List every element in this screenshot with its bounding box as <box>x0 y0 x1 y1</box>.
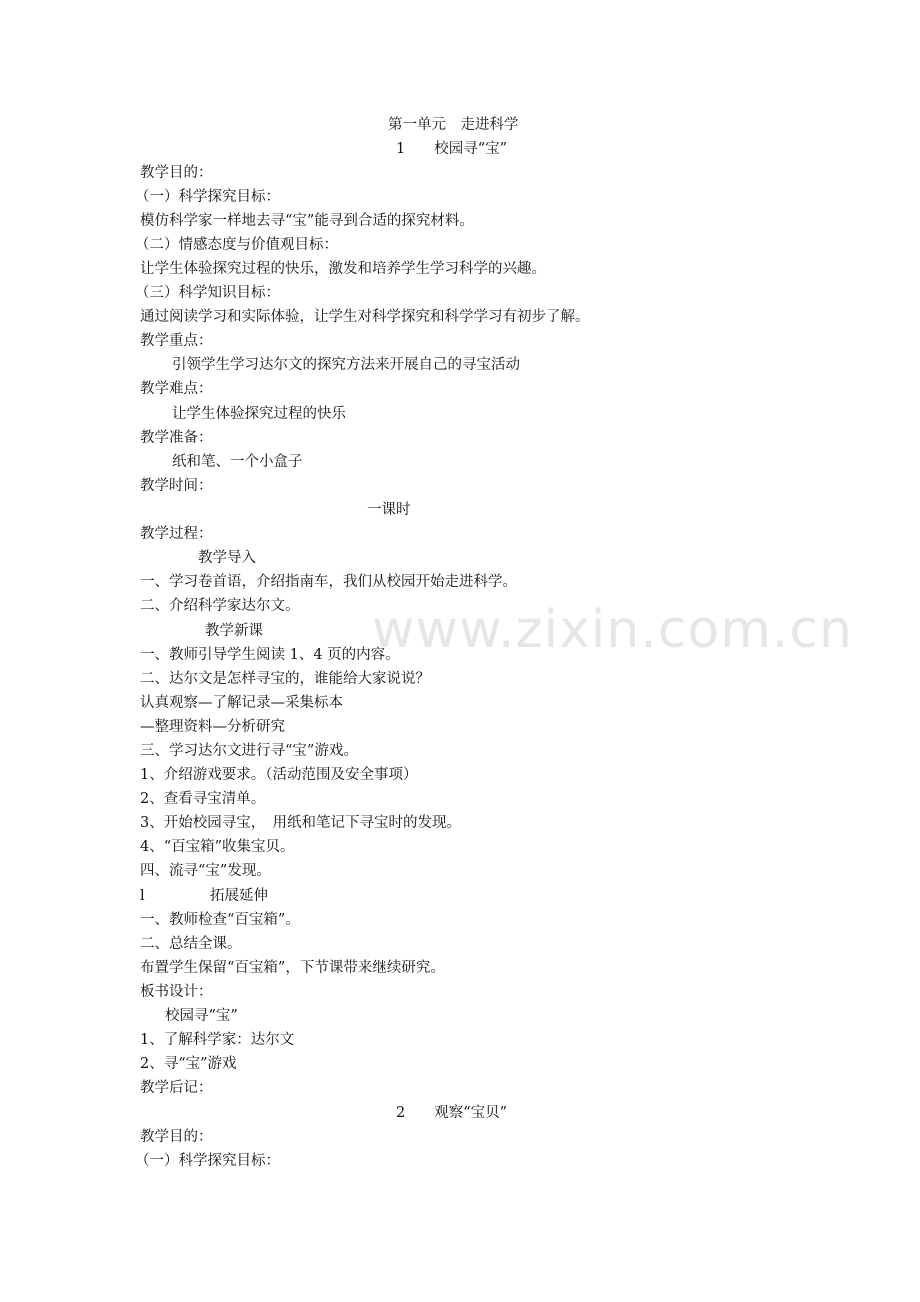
body-line: 三、学习达尔文进行寻“宝”游戏。 <box>140 743 358 759</box>
section-heading: 教学时间： <box>140 478 213 494</box>
unit-title: 第一单元 走进科学 <box>388 117 519 133</box>
subheading: （二）情感态度与价值观目标： <box>135 237 338 253</box>
body-line: 2、寻“宝”游戏 <box>140 1056 237 1072</box>
body-line: 二、介绍科学家达尔文。 <box>140 598 300 614</box>
body-line: 认真观察—了解记录—采集标本 <box>140 695 343 711</box>
section-heading: 教学难点： <box>140 381 213 397</box>
section-heading: 教学后记： <box>140 1080 213 1096</box>
subsection-heading: 教学新课 <box>205 623 263 639</box>
body-line: 3、开始校园寻宝， 用纸和笔记下寻宝时的发现。 <box>140 815 461 831</box>
subheading: （一）科学探究目标： <box>135 189 280 205</box>
body-line: 纸和笔、一个小盒子 <box>172 454 303 470</box>
body-line: 一、教师引导学生阅读 1、4 页的内容。 <box>140 647 400 663</box>
centered-line: 一课时 <box>367 502 411 518</box>
body-line: 2、查看寻宝清单。 <box>140 791 266 807</box>
body-line: 通过阅读学习和实际体验，让学生对科学探究和科学学习有初步了解。 <box>140 309 590 325</box>
body-line: 一、教师检查“百宝箱”。 <box>140 912 300 928</box>
body-line: 引领学生学习达尔文的探究方法来开展自己的寻宝活动 <box>172 357 520 373</box>
body-line: 模仿科学家一样地去寻“宝”能寻到合适的探究材料。 <box>140 213 474 229</box>
body-line: 1、了解科学家：达尔文 <box>140 1032 295 1048</box>
body-line: 让学生体验探究过程的快乐，激发和培养学生学习科学的兴趣。 <box>140 261 546 277</box>
section-heading: 教学重点： <box>140 333 213 349</box>
watermark: www.zixin.com.cn <box>372 600 853 660</box>
subheading: （一）科学探究目标： <box>135 1153 280 1169</box>
subsection-heading: 拓展延伸 <box>210 888 268 904</box>
body-line: 布置学生保留“百宝箱”，下节课带来继续研究。 <box>140 960 445 976</box>
section-heading: 教学目的： <box>140 165 213 181</box>
section-heading: 板书设计： <box>140 984 213 1000</box>
body-line: 让学生体验探究过程的快乐 <box>172 406 346 422</box>
body-line: —整理资料—分析研究 <box>140 719 285 735</box>
body-line: 二、总结全课。 <box>140 936 242 952</box>
body-line: 4、“百宝箱”收集宝贝。 <box>140 839 295 855</box>
lesson-2-title: 2 观察“宝贝” <box>396 1105 508 1121</box>
body-line: 1、介绍游戏要求。（活动范围及安全事项） <box>140 767 418 783</box>
subsection-heading: 教学导入 <box>198 550 256 566</box>
body-line: 四、流寻“宝”发现。 <box>140 863 271 879</box>
body-line: 一、学习卷首语，介绍指南车，我们从校园开始走进科学。 <box>140 574 517 590</box>
section-heading: 教学过程： <box>140 526 213 542</box>
subheading: （三）科学知识目标： <box>135 285 280 301</box>
list-marker: l <box>140 888 145 904</box>
lesson-1-title: 1 校园寻“宝” <box>396 141 508 157</box>
section-heading: 教学准备： <box>140 430 213 446</box>
body-line: 校园寻“宝” <box>165 1008 238 1024</box>
section-heading: 教学目的： <box>140 1129 213 1145</box>
body-line: 二、达尔文是怎样寻宝的，谁能给大家说说？ <box>140 671 430 687</box>
